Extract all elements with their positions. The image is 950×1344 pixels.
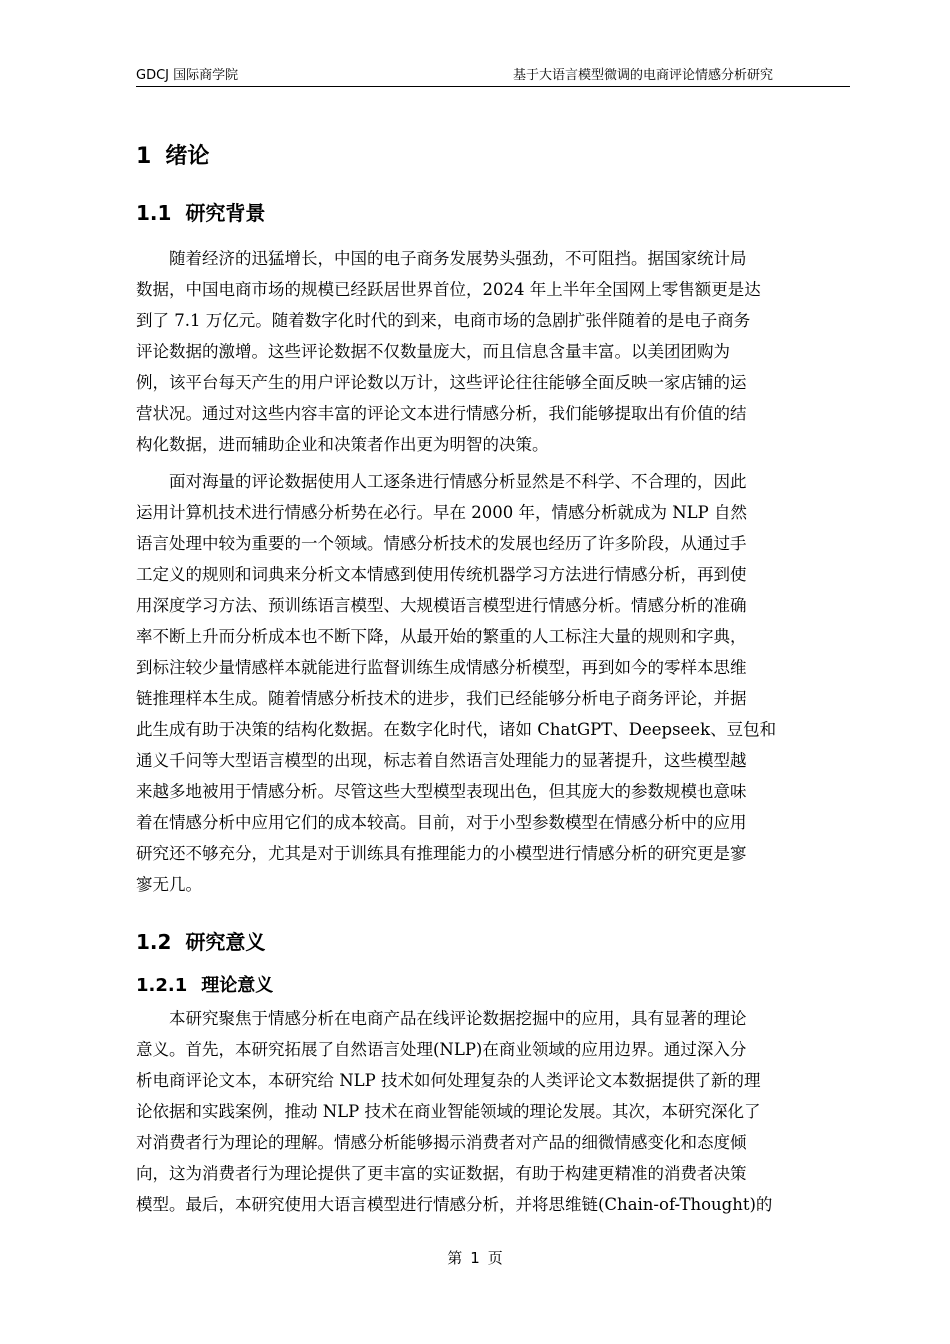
chapter-title: 绪论: [165, 144, 210, 169]
text-line: 向，这为消费者行为理论提供了更丰富的实证数据，有助于构建更精准的消费者决策: [136, 1164, 747, 1183]
paragraph-background-1: [136, 243, 850, 460]
subsection-heading-1-2-1: [136, 974, 273, 998]
section-heading-1-2: [136, 929, 265, 955]
text-line: 链推理样本生成。随着情感分析技术的进步，我们已经能够分析电子商务评论，并据: [136, 689, 747, 708]
section-title: 研究意义: [185, 930, 266, 954]
page-prefix: 第: [447, 1249, 463, 1267]
chapter-heading: [136, 143, 209, 171]
text-line: 对消费者行为理论的理解。情感分析能够揭示消费者对产品的细微情感变化和态度倾: [136, 1133, 747, 1152]
page-footer: [0, 1248, 950, 1268]
text-line: 到标注较少量情感样本就能进行监督训练生成情感分析模型，再到如今的零样本思维: [136, 658, 747, 677]
text-line: 析电商评论文本，本研究给 NLP 技术如何处理复杂的人类评论文本数据提供了新的理: [136, 1071, 761, 1090]
text-line: 着在情感分析中应用它们的成本较高。目前，对于小型参数模型在情感分析中的应用: [136, 813, 747, 832]
text-line: 模型。最后，本研究使用大语言模型进行情感分析，并将思维链(Chain-of-Thought)的: [136, 1195, 773, 1214]
text-line: 例，该平台每天产生的用户评论数以万计，这些评论往往能够全面反映一家店铺的运: [136, 373, 747, 392]
page-suffix: 页: [487, 1249, 503, 1267]
text-line: 率不断上升而分析成本也不断下降，从最开始的繁重的人工标注大量的规则和字典，: [136, 627, 747, 646]
text-line: 工定义的规则和词典来分析文本情感到使用传统机器学习方法进行情感分析，再到使: [136, 565, 747, 584]
subsection-title: 理论意义: [201, 975, 274, 996]
text-line: 寥无几。: [136, 875, 202, 894]
text-line: 此生成有助于决策的结构化数据。在数字化时代，诸如 ChatGPT、Deepseek、豆包和: [136, 720, 777, 739]
text-line: 论依据和实践案例，推动 NLP 技术在商业智能领域的理论发展。其次，本研究深化了: [136, 1102, 761, 1121]
subsection-number: 1.2.1: [136, 975, 188, 996]
header-thesis-title: 基于大语言模型微调的电商评论情感分析研究: [513, 68, 774, 83]
text-line: 本研究聚焦于情感分析在电商产品在线评论数据挖掘中的应用，具有显著的理论: [136, 1009, 747, 1028]
text-line: 到了 7.1 万亿元。随着数字化时代的到来，电商市场的急剧扩张伴随着的是电子商务: [136, 311, 751, 330]
text-line: 评论数据的激增。这些评论数据不仅数量庞大，而且信息含量丰富。以美团团购为: [136, 342, 730, 361]
section-title: 研究背景: [185, 201, 266, 225]
text-line: 语言处理中较为重要的一个领域。情感分析技术的发展也经历了许多阶段，从通过手: [136, 534, 747, 553]
page-number: 1: [470, 1249, 480, 1267]
text-line: 营状况。通过对这些内容丰富的评论文本进行情感分析，我们能够提取出有价值的结: [136, 404, 747, 423]
text-line: 构化数据，进而辅助企业和决策者作出更为明智的决策。: [136, 435, 549, 454]
paragraph-theory: [136, 1003, 850, 1220]
text-line: 通义千问等大型语言模型的出现，标志着自然语言处理能力的显著提升，这些模型越: [136, 751, 747, 770]
text-line: 意义。首先，本研究拓展了自然语言处理(NLP)在商业领域的应用边界。通过深入分: [136, 1040, 747, 1059]
header-school: GDCJ 国际商学院: [136, 68, 239, 83]
text-line: 运用计算机技术进行情感分析势在必行。早在 2000 年，情感分析就成为 NLP 自然: [136, 503, 747, 522]
text-line: 面对海量的评论数据使用人工逐条进行情感分析显然是不科学、不合理的，因此: [136, 472, 747, 491]
section-number: 1.2: [136, 930, 172, 954]
section-number: 1.1: [136, 201, 172, 225]
text-line: 数据，中国电商市场的规模已经跃居世界首位，2024 年上半年全国网上零售额更是达: [136, 280, 761, 299]
chapter-number: 1: [136, 144, 152, 169]
text-line: 研究还不够充分，尤其是对于训练具有推理能力的小模型进行情感分析的研究更是寥: [136, 844, 747, 863]
section-heading-1-1: [136, 200, 265, 226]
page-header: [136, 68, 850, 87]
paragraph-background-2: [136, 466, 850, 900]
text-line: 随着经济的迅猛增长，中国的电子商务发展势头强劲，不可阻挡。据国家统计局: [136, 249, 747, 268]
text-line: 用深度学习方法、预训练语言模型、大规模语言模型进行情感分析。情感分析的准确: [136, 596, 747, 615]
text-line: 来越多地被用于情感分析。尽管这些大型模型表现出色，但其庞大的参数规模也意味: [136, 782, 747, 801]
